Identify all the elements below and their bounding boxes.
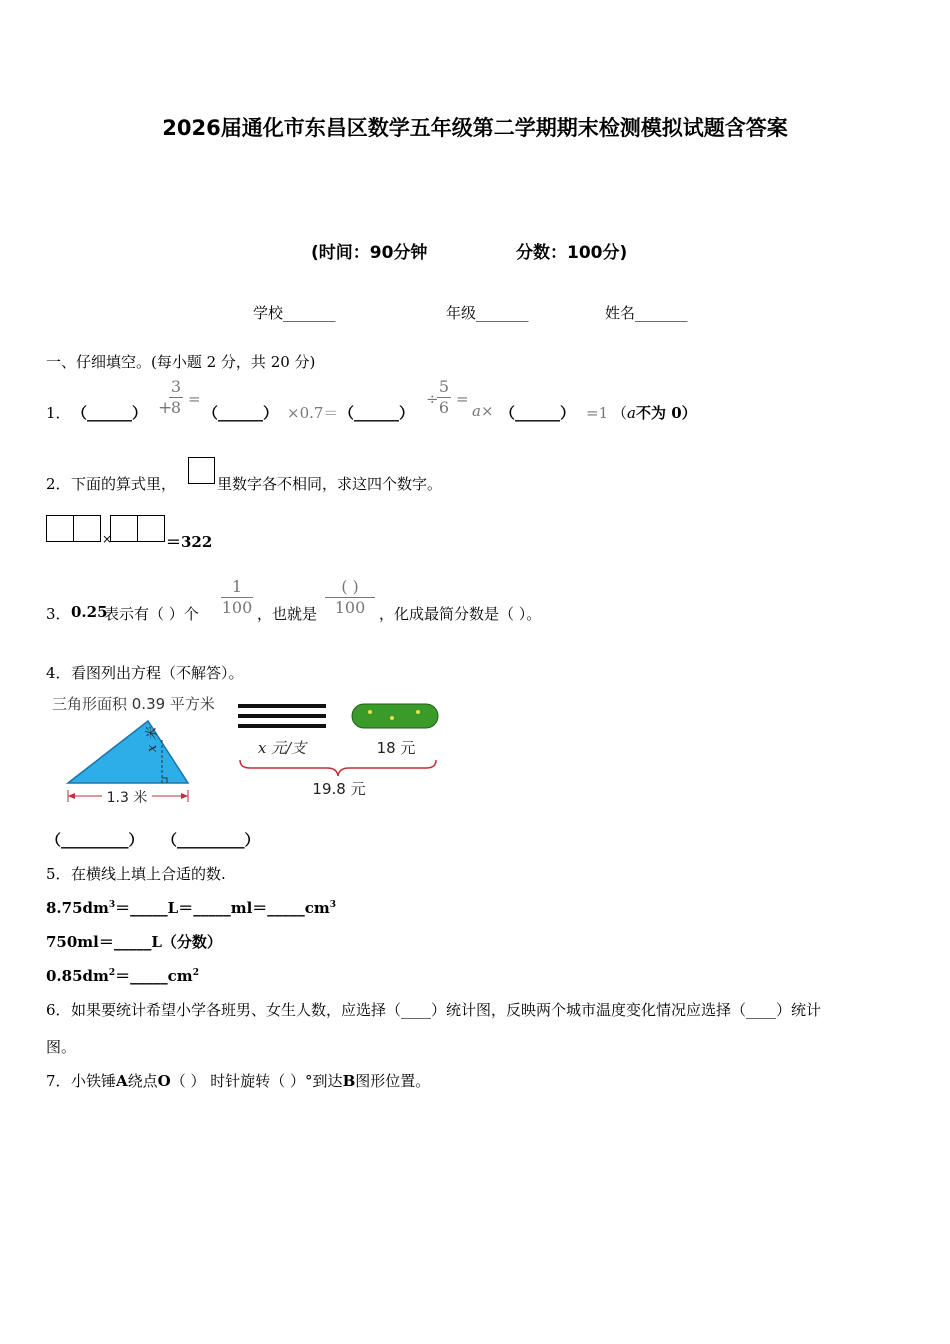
q1-a-times: a×	[472, 402, 494, 420]
grade-field: 年级_______	[446, 304, 529, 322]
page-title: 2026届通化市东昌区数学五年级第二学期期末检测模拟试题含答案	[162, 116, 788, 140]
triangle-caption: 三角形面积 0.39 平方米	[52, 695, 215, 713]
total-label: 19.8 元	[312, 780, 366, 798]
triangle-height-label: x 米	[145, 727, 160, 752]
q4-number: 4．	[46, 664, 71, 682]
q6-text-line-2: 图。	[46, 1038, 77, 1056]
q1-divide: ÷	[426, 390, 439, 408]
q1-note: （a不为 0）	[612, 404, 697, 422]
q1-equals-one: =1	[586, 404, 609, 422]
q1-blank-1: （______）	[72, 404, 148, 422]
q7-text: 小铁锤A绕点O（ ） 时针旋转（ ）°到达B图形位置。	[71, 1072, 431, 1090]
q3-text-c: ，化成最简分数是（ ）。	[379, 605, 542, 623]
pen-3	[238, 724, 326, 728]
school-field: 学校_______	[253, 304, 336, 322]
pen-1	[238, 704, 326, 708]
q6-number: 6．	[46, 1001, 71, 1019]
q1-fraction-5-6: 5 6	[438, 377, 450, 417]
digit-box-4	[137, 515, 165, 542]
q1-plus: +	[158, 398, 173, 418]
q5-number: 5．	[46, 865, 71, 883]
box-price-label: 18 元	[376, 739, 416, 757]
q7-number: 7．	[46, 1072, 71, 1090]
q3-text-b: ，也就是	[257, 605, 318, 623]
q3-fraction-1-100: 1 100	[221, 577, 253, 617]
q1-equals-2: =	[456, 390, 469, 408]
pen-2	[238, 714, 326, 718]
name-field: 姓名_______	[605, 304, 688, 322]
digit-box-2	[73, 515, 101, 542]
q5-text: 在横线上填上合适的数.	[71, 865, 226, 883]
pencil-box	[352, 704, 438, 728]
digit-box-3	[110, 515, 138, 542]
exam-time: (时间：90分钟	[311, 243, 428, 263]
q4-figures	[40, 688, 460, 813]
q6-text-line-1: 如果要统计希望小学各班男、女生人数，应选择（____）统计图，反映两个城市温度变化情况应选择（____）统计	[71, 1001, 822, 1019]
q3-number: 3．	[46, 605, 71, 623]
q4-text: 看图列出方程（不解答）。	[71, 664, 244, 682]
q2-text-a: 下面的算式里，	[71, 475, 177, 493]
q4-answer-2: （_________）	[162, 831, 260, 849]
q5-line-1: $8.75dm^3=\_\_\_\_\_L=\_\_\_\_\_ml=\_\_\_\_\_cm^3$	[46, 899, 337, 917]
q3-text-a: 表示有（ ）个	[104, 605, 199, 623]
q5-line-3: $0.85dm^2=\_\_\_\_\_cm^2$	[46, 967, 199, 985]
q1-fraction-3-8: 3 8	[170, 377, 182, 417]
q1-blank-3: （______）	[339, 404, 415, 422]
q1-blank-4: （______）	[500, 404, 576, 422]
q5-line-2: 750ml＝_____L（分数）	[46, 933, 222, 951]
q1-equals-1: =	[188, 390, 201, 408]
exam-score: 分数：100分)	[516, 243, 628, 263]
q4-answer-1: （_________）	[46, 831, 144, 849]
section-heading: 一、仔细填空。(每小题 2 分，共 20 分)	[46, 353, 316, 371]
pen-price-label: x 元/支	[257, 739, 307, 757]
q3-fraction-blank-100: ( ) 100	[325, 578, 375, 617]
q2-number: 2．	[46, 475, 71, 493]
triangle-base-label: 1.3 米	[106, 790, 148, 806]
q2-result: ＝322	[166, 533, 213, 551]
q1-times-07: ×0.7＝	[287, 404, 339, 422]
digit-box-1	[46, 515, 74, 542]
triangle-shape	[68, 721, 188, 783]
total-brace	[240, 760, 436, 776]
q1-number: 1．	[46, 404, 71, 422]
q2-inline-box	[188, 457, 215, 484]
q3-value: 0.25	[71, 603, 108, 621]
q1-blank-2: （______）	[203, 404, 279, 422]
q2-text-b: 里数字各不相同，求这四个数字。	[217, 475, 443, 493]
q2-times: ×	[102, 532, 113, 546]
